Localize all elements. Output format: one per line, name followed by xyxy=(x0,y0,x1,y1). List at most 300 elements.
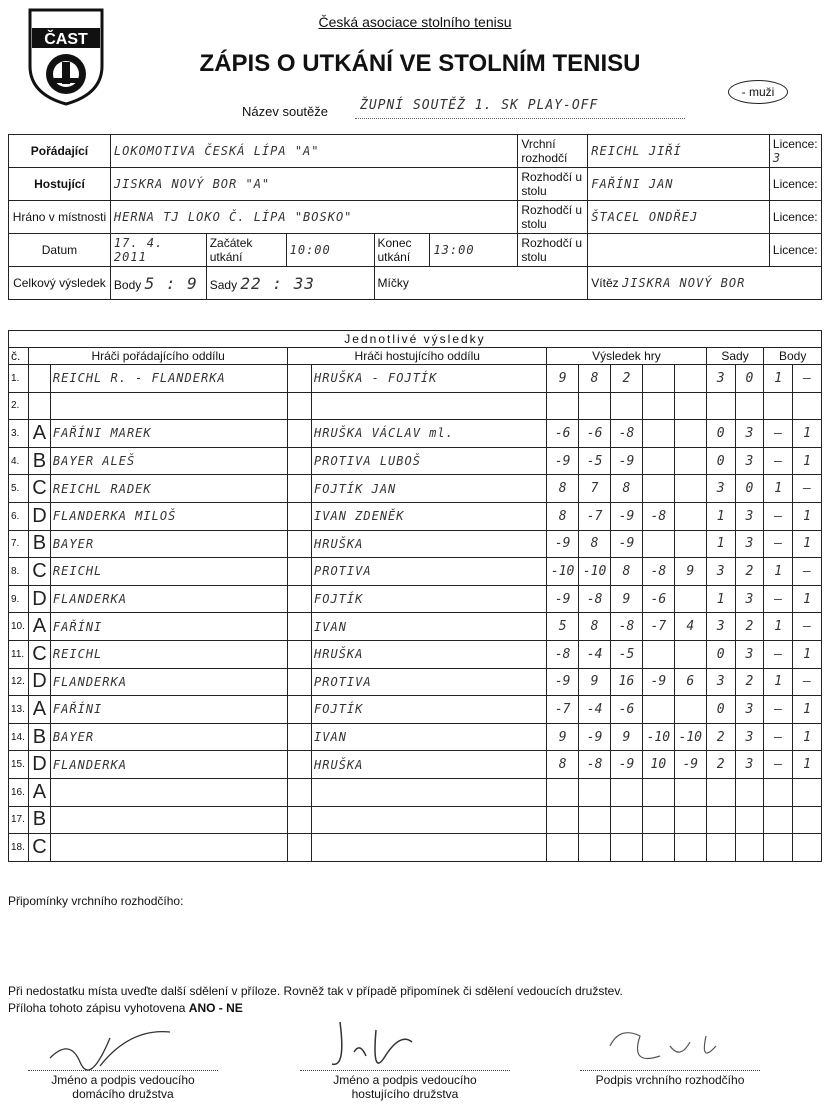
row-number: 7. xyxy=(9,530,29,558)
home-player-letter xyxy=(28,392,50,420)
sets-home: 0 xyxy=(706,420,735,448)
home-player-name xyxy=(50,834,287,862)
chief-referee-label: Vrchní rozhodčí xyxy=(518,135,588,168)
organizer-value: LOKOMOTIVA ČESKÁ LÍPA "A" xyxy=(110,135,517,168)
sets-cell xyxy=(206,267,374,300)
sets-home: 3 xyxy=(706,365,735,393)
sets-guest xyxy=(735,778,764,806)
row-number: 16. xyxy=(9,778,29,806)
result-row xyxy=(9,365,822,393)
sets-home: 2 xyxy=(706,751,735,779)
game-score: 16 xyxy=(611,668,643,696)
col-guest-header: Hráči hostujícího oddílu xyxy=(288,348,547,365)
guest-player-name: FOJTÍK JAN xyxy=(312,475,547,503)
result-row xyxy=(9,447,822,475)
points-home: 1 xyxy=(764,475,793,503)
venue-label: Hráno v místnosti xyxy=(9,201,111,234)
points-guest xyxy=(793,806,822,834)
game-score: -8 xyxy=(611,613,643,641)
sets-guest xyxy=(735,392,764,420)
game-score xyxy=(674,585,706,613)
date-label: Datum xyxy=(9,234,111,267)
guest-player-name: PROTIVA xyxy=(312,668,547,696)
guest-player-letter xyxy=(288,420,312,448)
game-score: 9 xyxy=(674,558,706,586)
home-player-name: REICHL xyxy=(50,640,287,668)
points-guest xyxy=(793,392,822,420)
guest-player-letter xyxy=(288,365,312,393)
guest-player-name: PROTIVA xyxy=(312,558,547,586)
referee2-value: ŠTACEL ONDŘEJ xyxy=(588,201,770,234)
sets-guest: 2 xyxy=(735,558,764,586)
home-player-letter: A xyxy=(28,696,50,724)
points-guest: – xyxy=(793,475,822,503)
points-home xyxy=(764,806,793,834)
info-row-venue xyxy=(9,201,822,234)
game-score xyxy=(642,806,674,834)
home-player-name: FLANDERKA MILOŠ xyxy=(50,502,287,530)
sets-home: 3 xyxy=(706,558,735,586)
home-player-name: REICHL RADEK xyxy=(50,475,287,503)
sets-home: 1 xyxy=(706,502,735,530)
game-score: -9 xyxy=(611,530,643,558)
competition-label: Název soutěže xyxy=(242,104,328,119)
licence-label: Licence: xyxy=(772,137,818,151)
game-score: -8 xyxy=(611,420,643,448)
game-score: 9 xyxy=(579,668,611,696)
points-home: – xyxy=(764,585,793,613)
licence-chief-value: 3 xyxy=(772,151,782,165)
sets-guest: 3 xyxy=(735,640,764,668)
points-guest: – xyxy=(793,613,822,641)
results-section-title: Jednotlivé výsledky xyxy=(9,331,822,348)
result-row xyxy=(9,696,822,724)
row-number: 2. xyxy=(9,392,29,420)
points-guest: 1 xyxy=(793,502,822,530)
result-row xyxy=(9,723,822,751)
game-score xyxy=(674,834,706,862)
result-row xyxy=(9,640,822,668)
game-score xyxy=(642,834,674,862)
points-home xyxy=(764,834,793,862)
col-sets-header: Sady xyxy=(706,348,764,365)
sets-home xyxy=(706,778,735,806)
result-row xyxy=(9,751,822,779)
points-home: – xyxy=(764,502,793,530)
guest-player-name: IVAN xyxy=(312,613,547,641)
game-score: 2 xyxy=(611,365,643,393)
home-player-letter: D xyxy=(28,751,50,779)
home-player-name: FLANDERKA xyxy=(50,751,287,779)
body-label: Body xyxy=(113,277,142,292)
organization-name: Česká asociace stolního tenisu xyxy=(318,14,512,30)
result-row xyxy=(9,585,822,613)
game-score: -6 xyxy=(611,696,643,724)
game-score: -8 xyxy=(547,640,579,668)
game-score xyxy=(579,392,611,420)
home-player-name: BAYER xyxy=(50,530,287,558)
start-label: Začátek utkání xyxy=(206,234,286,267)
home-player-name xyxy=(50,778,287,806)
guest-player-name: PROTIVA LUBOŠ xyxy=(312,447,547,475)
game-score: -7 xyxy=(579,502,611,530)
winner-label: Vítěz xyxy=(591,276,619,290)
game-score: -6 xyxy=(547,420,579,448)
home-player-letter: C xyxy=(28,558,50,586)
home-signature xyxy=(40,1018,180,1072)
game-score: 9 xyxy=(547,365,579,393)
points-home: – xyxy=(764,420,793,448)
result-row xyxy=(9,475,822,503)
row-number: 9. xyxy=(9,585,29,613)
home-player-name: FAŘÍNI MAREK xyxy=(50,420,287,448)
game-score: 8 xyxy=(547,475,579,503)
game-score xyxy=(642,365,674,393)
game-score: -9 xyxy=(547,668,579,696)
row-number: 3. xyxy=(9,420,29,448)
home-player-name: BAYER xyxy=(50,723,287,751)
game-score: 8 xyxy=(579,613,611,641)
game-score xyxy=(547,834,579,862)
home-player-letter: C xyxy=(28,834,50,862)
game-score: 6 xyxy=(674,668,706,696)
home-player-name: BAYER ALEŠ xyxy=(50,447,287,475)
game-score xyxy=(674,806,706,834)
col-points-header: Body xyxy=(764,348,822,365)
guest-player-letter xyxy=(288,723,312,751)
result-row xyxy=(9,806,822,834)
guest-player-name: IVAN xyxy=(312,723,547,751)
game-score: 8 xyxy=(611,558,643,586)
result-row xyxy=(9,778,822,806)
sets-home: 0 xyxy=(706,640,735,668)
home-player-letter: C xyxy=(28,640,50,668)
match-info-table xyxy=(8,134,822,300)
guest-player-name: HRUŠKA - FOJTÍK xyxy=(312,365,547,393)
guest-player-name xyxy=(312,778,547,806)
game-score xyxy=(674,640,706,668)
game-score: 10 xyxy=(642,751,674,779)
licence-cell xyxy=(769,135,821,168)
home-player-name xyxy=(50,392,287,420)
row-number: 10. xyxy=(9,613,29,641)
home-player-letter: B xyxy=(28,723,50,751)
game-score: -9 xyxy=(547,447,579,475)
points-guest: 1 xyxy=(793,723,822,751)
row-number: 6. xyxy=(9,502,29,530)
balls-label: Míčky xyxy=(374,267,588,300)
game-score xyxy=(642,778,674,806)
guest-label: Hostující xyxy=(9,168,111,201)
sig-home-line1: Jméno a podpis vedoucího xyxy=(51,1073,195,1087)
guest-player-name xyxy=(312,392,547,420)
sets-value: 22 : 33 xyxy=(240,273,315,293)
game-score: -5 xyxy=(611,640,643,668)
sig-home-line2: domácího družstva xyxy=(72,1087,174,1101)
guest-signature-label xyxy=(300,1070,510,1101)
sets-guest: 3 xyxy=(735,502,764,530)
game-score: -9 xyxy=(579,723,611,751)
competition-line xyxy=(355,118,685,119)
points-home: 1 xyxy=(764,668,793,696)
winner-value: JISKRA NOVÝ BOR xyxy=(621,276,746,290)
winner-cell xyxy=(588,267,822,300)
game-score xyxy=(642,475,674,503)
sets-home: 0 xyxy=(706,696,735,724)
home-player-letter xyxy=(28,365,50,393)
result-row xyxy=(9,502,822,530)
points-guest: 1 xyxy=(793,530,822,558)
sets-home: 3 xyxy=(706,668,735,696)
row-number: 11. xyxy=(9,640,29,668)
info-row-date xyxy=(9,234,822,267)
game-score xyxy=(674,420,706,448)
game-score: -10 xyxy=(547,558,579,586)
points-guest xyxy=(793,778,822,806)
guest-player-letter xyxy=(288,668,312,696)
game-score: -6 xyxy=(579,420,611,448)
points-guest: 1 xyxy=(793,640,822,668)
points-home: – xyxy=(764,723,793,751)
game-score xyxy=(674,447,706,475)
start-value: 10:00 xyxy=(286,234,374,267)
game-score: -9 xyxy=(674,751,706,779)
sets-guest: 0 xyxy=(735,365,764,393)
game-score xyxy=(547,392,579,420)
points-home: 1 xyxy=(764,613,793,641)
guest-player-letter xyxy=(288,613,312,641)
game-score: -9 xyxy=(611,447,643,475)
points-guest: 1 xyxy=(793,447,822,475)
game-score xyxy=(674,530,706,558)
home-player-name: FLANDERKA xyxy=(50,585,287,613)
home-player-letter: B xyxy=(28,447,50,475)
game-score: -4 xyxy=(579,640,611,668)
game-score: -8 xyxy=(579,751,611,779)
row-number: 1. xyxy=(9,365,29,393)
end-value: 13:00 xyxy=(430,234,518,267)
points-guest: – xyxy=(793,558,822,586)
points-home: 1 xyxy=(764,365,793,393)
row-number: 14. xyxy=(9,723,29,751)
sets-guest: 2 xyxy=(735,613,764,641)
points-home: – xyxy=(764,447,793,475)
sets-guest: 3 xyxy=(735,447,764,475)
home-player-letter: A xyxy=(28,420,50,448)
home-player-letter: D xyxy=(28,585,50,613)
referee1-label: Rozhodčí u stolu xyxy=(518,168,588,201)
guest-player-name: IVAN ZDENĚK xyxy=(312,502,547,530)
guest-signature xyxy=(320,1012,430,1078)
appendix-line xyxy=(8,1001,243,1015)
sets-home: 3 xyxy=(706,613,735,641)
sets-home: 1 xyxy=(706,585,735,613)
body-value: 5 : 9 xyxy=(144,273,198,293)
game-score xyxy=(611,806,643,834)
game-score: -9 xyxy=(642,668,674,696)
result-row xyxy=(9,392,822,420)
licence-label: Licence: xyxy=(769,234,821,267)
game-score xyxy=(611,392,643,420)
licence-label: Licence: xyxy=(769,201,821,234)
total-label: Celkový výsledek xyxy=(9,267,111,300)
points-home: – xyxy=(764,751,793,779)
game-score xyxy=(611,834,643,862)
referee1-value: FAŘÍNI JAN xyxy=(588,168,770,201)
col-no-header: č. xyxy=(9,348,29,365)
guest-player-name: HRUŠKA xyxy=(312,640,547,668)
game-score xyxy=(579,834,611,862)
end-label: Konec utkání xyxy=(374,234,430,267)
game-score xyxy=(579,778,611,806)
sets-guest xyxy=(735,806,764,834)
sets-guest: 3 xyxy=(735,696,764,724)
game-score: 9 xyxy=(611,585,643,613)
points-guest xyxy=(793,834,822,862)
appendix-text: Příloha tohoto zápisu vyhotovena xyxy=(8,1001,186,1015)
remarks-label: Připomínky vrchního rozhodčího: xyxy=(8,894,184,908)
home-player-letter: A xyxy=(28,778,50,806)
game-score: -9 xyxy=(547,530,579,558)
result-row xyxy=(9,834,822,862)
row-number: 12. xyxy=(9,668,29,696)
referee3-value xyxy=(588,234,770,267)
game-score xyxy=(674,475,706,503)
date-value: 17. 4. 2011 xyxy=(110,234,206,267)
referee-signature xyxy=(600,1016,730,1070)
guest-player-letter xyxy=(288,806,312,834)
sets-guest xyxy=(735,834,764,862)
result-row xyxy=(9,613,822,641)
sets-home xyxy=(706,806,735,834)
game-score: -7 xyxy=(547,696,579,724)
body-cell xyxy=(110,267,206,300)
game-score xyxy=(579,806,611,834)
sets-home: 1 xyxy=(706,530,735,558)
home-player-letter: C xyxy=(28,475,50,503)
row-number: 15. xyxy=(9,751,29,779)
game-score: -9 xyxy=(547,585,579,613)
game-score: 9 xyxy=(611,723,643,751)
sets-guest: 3 xyxy=(735,585,764,613)
game-score: 8 xyxy=(579,365,611,393)
sets-guest: 3 xyxy=(735,420,764,448)
guest-player-letter xyxy=(288,392,312,420)
sets-guest: 3 xyxy=(735,751,764,779)
home-player-letter: B xyxy=(28,806,50,834)
guest-player-name xyxy=(312,806,547,834)
guest-player-letter xyxy=(288,558,312,586)
game-score xyxy=(547,778,579,806)
page-title: ZÁPIS O UTKÁNÍ VE STOLNÍM TENISU xyxy=(199,50,641,77)
licence-label: Licence: xyxy=(769,168,821,201)
game-score: -4 xyxy=(579,696,611,724)
guest-player-letter xyxy=(288,447,312,475)
referee-signature-label xyxy=(580,1070,760,1087)
points-guest: 1 xyxy=(793,585,822,613)
result-row xyxy=(9,420,822,448)
logo-text: ČAST xyxy=(44,31,88,48)
guest-player-letter xyxy=(288,585,312,613)
sets-home: 3 xyxy=(706,475,735,503)
game-score: -8 xyxy=(642,502,674,530)
result-row xyxy=(9,668,822,696)
home-player-name: REICHL R. - FLANDERKA xyxy=(50,365,287,393)
points-home: – xyxy=(764,640,793,668)
sets-home xyxy=(706,834,735,862)
game-score: 8 xyxy=(579,530,611,558)
game-score: -9 xyxy=(611,502,643,530)
game-score: -5 xyxy=(579,447,611,475)
guest-player-name: FOJTÍK xyxy=(312,585,547,613)
info-row-organizer xyxy=(9,135,822,168)
result-row xyxy=(9,530,822,558)
guest-player-name: HRUŠKA xyxy=(312,530,547,558)
home-player-letter: A xyxy=(28,613,50,641)
row-number: 18. xyxy=(9,834,29,862)
row-number: 17. xyxy=(9,806,29,834)
sets-guest: 3 xyxy=(735,530,764,558)
game-score: 8 xyxy=(611,475,643,503)
sets-guest: 0 xyxy=(735,475,764,503)
guest-player-letter xyxy=(288,696,312,724)
game-score xyxy=(674,696,706,724)
game-score: 8 xyxy=(547,502,579,530)
home-player-name: REICHL xyxy=(50,558,287,586)
guest-player-name xyxy=(312,834,547,862)
chief-referee-value: REICHL JIŘÍ xyxy=(588,135,770,168)
gender-badge: - muži xyxy=(728,80,788,104)
guest-player-letter xyxy=(288,640,312,668)
guest-player-letter xyxy=(288,778,312,806)
home-player-name: FAŘÍNI xyxy=(50,613,287,641)
game-score: -8 xyxy=(642,558,674,586)
sig-guest-line2: hostujícího družstva xyxy=(351,1087,459,1101)
home-player-name: FAŘÍNI xyxy=(50,696,287,724)
game-score: -9 xyxy=(611,751,643,779)
home-signature-label xyxy=(28,1070,218,1101)
game-score: -8 xyxy=(579,585,611,613)
organizer-label: Pořádající xyxy=(9,135,111,168)
row-number: 13. xyxy=(9,696,29,724)
guest-player-letter xyxy=(288,530,312,558)
info-row-total xyxy=(9,267,822,300)
game-score xyxy=(642,392,674,420)
row-number: 4. xyxy=(9,447,29,475)
guest-player-letter xyxy=(288,502,312,530)
home-player-letter: D xyxy=(28,502,50,530)
sig-referee-line: Podpis vrchního rozhodčího xyxy=(595,1073,745,1087)
guest-player-name: HRUŠKA VÁCLAV ml. xyxy=(312,420,547,448)
competition-value: ŽUPNÍ SOUTĚŽ 1. SK PLAY-OFF xyxy=(360,98,599,113)
game-score: -10 xyxy=(674,723,706,751)
points-guest: 1 xyxy=(793,696,822,724)
points-guest: 1 xyxy=(793,420,822,448)
home-player-letter: D xyxy=(28,668,50,696)
result-row xyxy=(9,558,822,586)
game-score xyxy=(642,447,674,475)
row-number: 5. xyxy=(9,475,29,503)
game-score: 4 xyxy=(674,613,706,641)
game-score xyxy=(611,778,643,806)
game-score xyxy=(642,420,674,448)
appendix-choice: ANO - NE xyxy=(188,1001,243,1015)
home-player-name xyxy=(50,806,287,834)
info-row-guest xyxy=(9,168,822,201)
game-score: 8 xyxy=(547,751,579,779)
game-score xyxy=(547,806,579,834)
game-score xyxy=(674,778,706,806)
